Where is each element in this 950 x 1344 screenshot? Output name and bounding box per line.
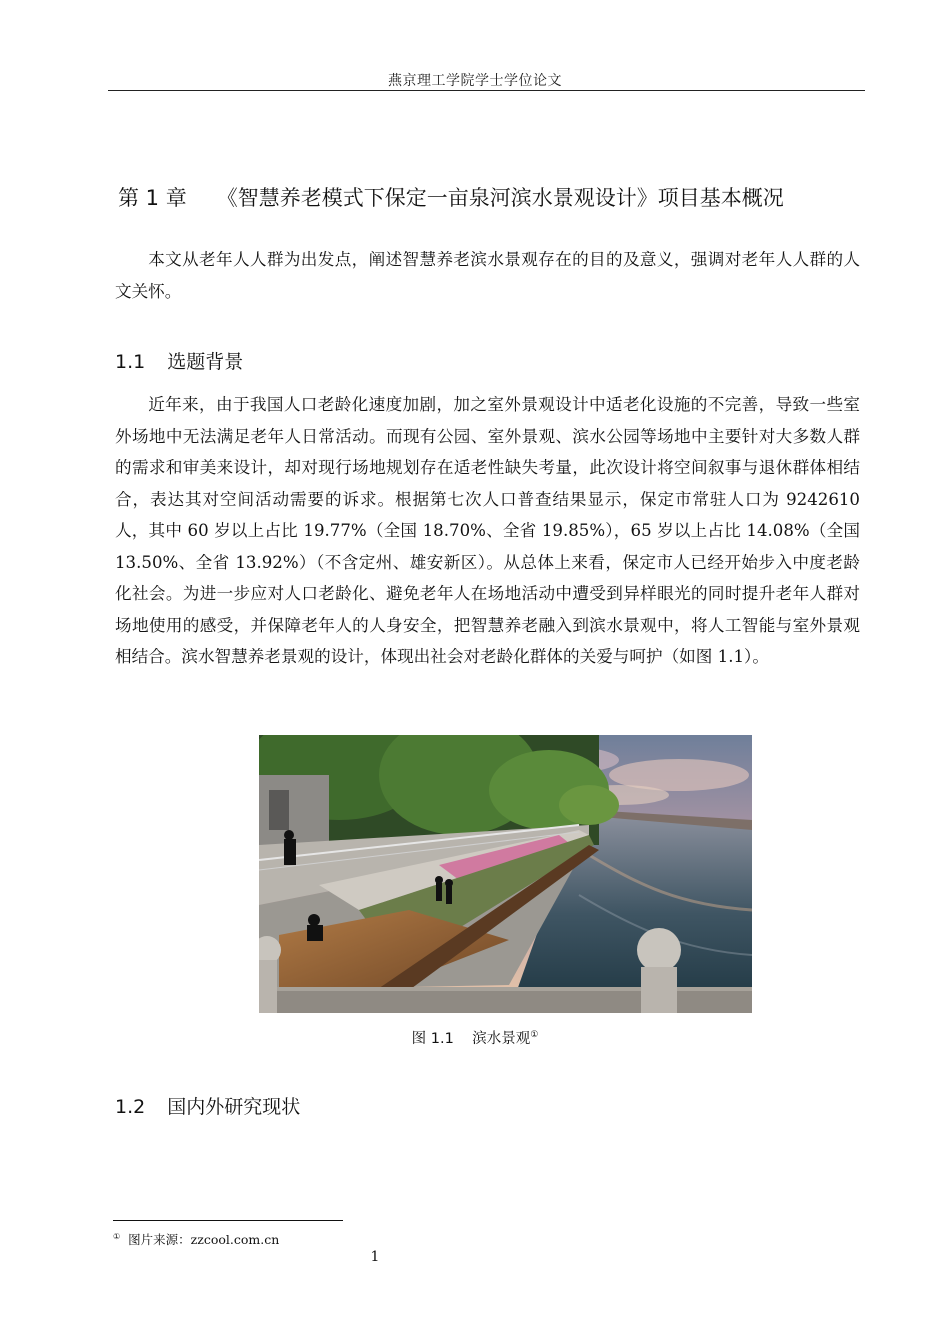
figure-caption xyxy=(0,1027,950,1048)
footnote-reference[interactable]: ① xyxy=(530,1030,539,1041)
section-number: 1.1 xyxy=(115,351,146,373)
page-header-title: 燕京理工学院学士学位论文 xyxy=(388,73,562,89)
section-title: 国内外研究现状 xyxy=(167,1096,301,1118)
chapter-title-text: 《智慧养老模式下保定一亩泉河滨水景观设计》项目基本概况 xyxy=(216,186,784,210)
figure-number: 图 1.1 xyxy=(411,1031,454,1047)
section-heading-1-1 xyxy=(115,347,243,374)
section-1-1-paragraph: 近年来，由于我国人口老龄化速度加剧，加之室外景观设计中适老化设施的不完善，导致一些室外场地中无法满足老年人日常活动。而现有公园、室外景观、滨水公园等场地中主要针对大多数人群的需求和审美来设计，却对现行场地规划存在适老性缺失考量，此次设计将空间叙事与退休群体相结合，表达其对空间活动需要的诉求。根据第七次人口普查结果显示，保定市常驻人口为 9242610 人，其中 60 岁以上占比 19.77%（全国 18.70%、全省 19.85%），65 岁以上占比 14.08%（全国 13.50%、全省 13.92%）（不含定州、雄安新区）。从总体上来看，保定市人已经开始步入中度老龄化社会。为进一步应对人口老龄化、避免老年人在场地活动中遭受到异样眼光的同时提升老年人群对场地使用的感受，并保障老年人的人身安全，把智慧养老融入到滨水景观中，将人工智能与室外景观相结合。滨水智慧养老景观的设计，体现出社会对老龄化群体的关爱与呵护（如图 1.1）。 xyxy=(115,395,860,666)
waterfront-landscape-image xyxy=(259,735,752,1013)
chapter-title xyxy=(118,182,878,212)
page-number: 1 xyxy=(370,1249,380,1265)
figure-caption-text: 滨水景观 xyxy=(472,1031,531,1047)
footnote-rule xyxy=(113,1220,343,1221)
section-number: 1.2 xyxy=(115,1096,146,1118)
footnote-mark: ① xyxy=(113,1231,121,1241)
footnote xyxy=(113,1230,279,1248)
header-rule xyxy=(108,90,865,91)
chapter-number: 第 1 章 xyxy=(118,186,187,210)
section-heading-1-2 xyxy=(115,1092,300,1119)
footnote-text: 图片来源：zzcool.com.cn xyxy=(128,1232,280,1247)
intro-paragraph: 本文从老年人人群为出发点，阐述智慧养老滨水景观存在的目的及意义，强调对老年人人群的人文关怀。 xyxy=(115,250,860,301)
section-title: 选题背景 xyxy=(167,351,244,373)
